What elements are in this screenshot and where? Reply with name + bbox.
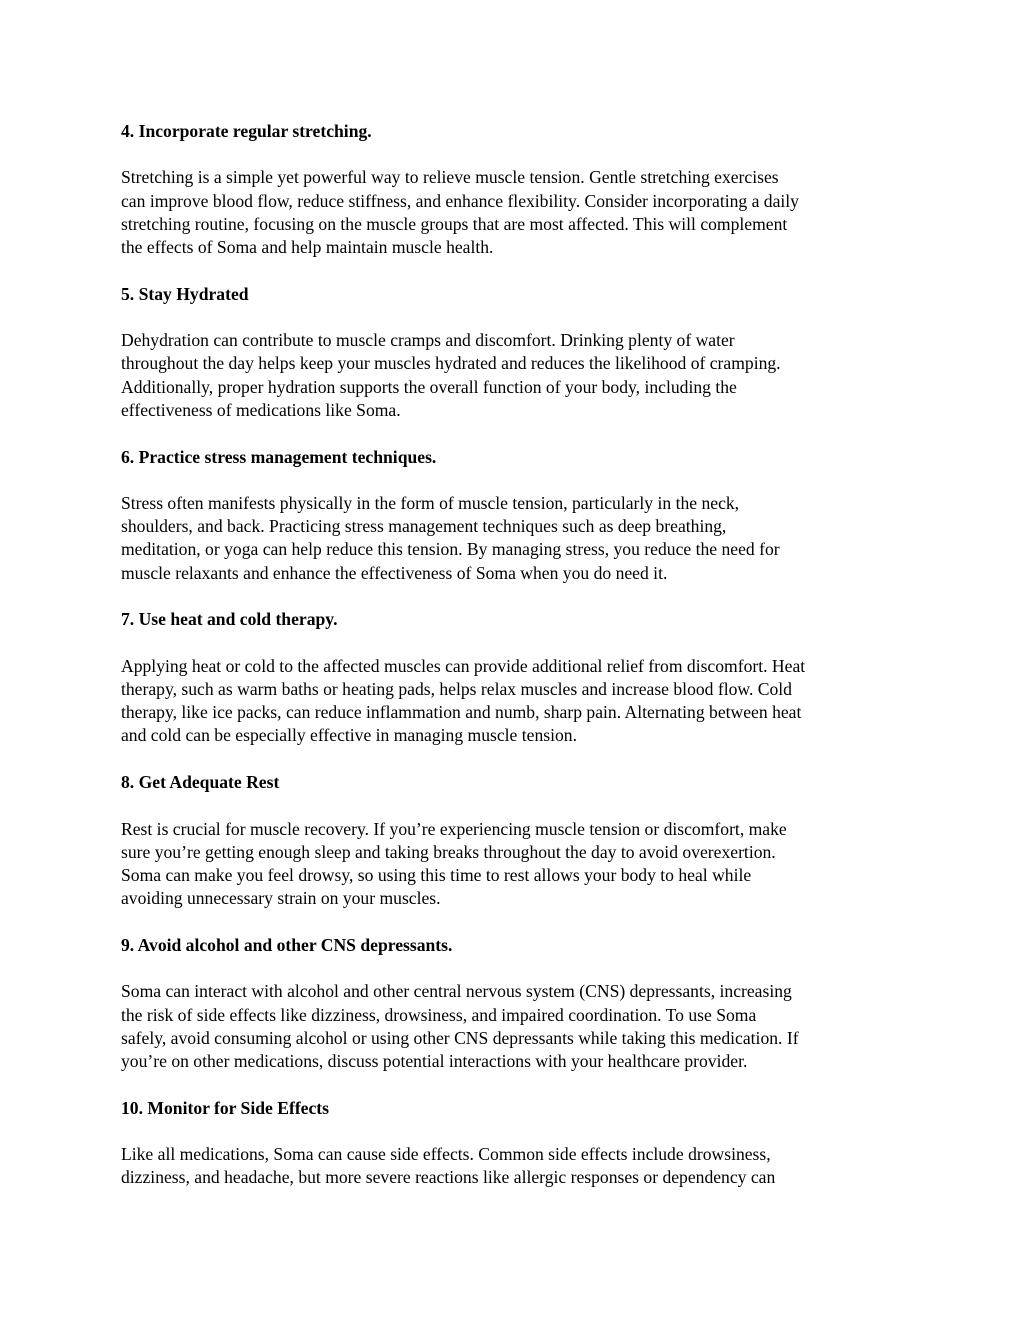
section-heading: 9. Avoid alcohol and other CNS depressants.	[121, 934, 453, 955]
paragraph-line: shoulders, and back. Practicing stress management techniques such as deep breathing,	[121, 516, 727, 537]
paragraph-line: and cold can be especially effective in managing muscle tension.	[121, 725, 577, 746]
section-heading: 4. Incorporate regular stretching.	[121, 121, 372, 141]
section-heading: 10. Monitor for Side Effects	[121, 1097, 329, 1118]
paragraph-line: safely, avoid consuming alcohol or using other CNS depressants while taking this medication. If	[121, 1027, 799, 1048]
paragraph-line: Soma can make you feel drowsy, so using this time to rest allows your body to heal while	[121, 864, 752, 885]
paragraph-line: Dehydration can contribute to muscle cramps and discomfort. Drinking plenty of water	[121, 330, 735, 351]
section-rest	[121, 771, 911, 934]
section-paragraph	[121, 166, 911, 259]
paragraph-line: Applying heat or cold to the affected muscles can provide additional relief from discomfort. Heat	[121, 655, 806, 676]
paragraph-line: throughout the day helps keep your muscles hydrated and reduces the likelihood of cramping.	[121, 353, 781, 374]
paragraph-line: Additionally, proper hydration supports the overall function of your body, including the	[121, 376, 737, 397]
paragraph-line: Stress often manifests physically in the form of muscle tension, particularly in the neck,	[121, 492, 740, 513]
section-heading: 7. Use heat and cold therapy.	[121, 609, 338, 630]
section-paragraph	[121, 655, 911, 748]
section-paragraph	[121, 1143, 911, 1189]
paragraph-line: meditation, or yoga can help reduce this tension. By managing stress, you reduce the need for	[121, 539, 780, 560]
section-paragraph	[121, 980, 911, 1073]
document-page	[121, 120, 911, 1190]
paragraph-line: therapy, like ice packs, can reduce inflammation and numb, sharp pain. Alternating between heat	[121, 702, 802, 723]
paragraph-line: Like all medications, Soma can cause side effects. Common side effects include drowsiness,	[121, 1144, 771, 1165]
paragraph-line: muscle relaxants and enhance the effectiveness of Soma when you do need it.	[121, 562, 668, 583]
paragraph-line: dizziness, and headache, but more severe reactions like allergic responses or dependency can	[121, 1167, 776, 1188]
section-alcohol	[121, 934, 911, 1097]
paragraph-line: the effects of Soma and help maintain muscle health.	[121, 237, 494, 257]
paragraph-line: you’re on other medications, discuss potential interactions with your healthcare provider.	[121, 1050, 748, 1071]
section-paragraph	[121, 492, 911, 585]
section-hydrated	[121, 283, 911, 446]
paragraph-line: stretching routine, focusing on the muscle groups that are most affected. This will complement	[121, 213, 788, 234]
section-side-effects	[121, 1097, 911, 1190]
paragraph-line: can improve blood flow, reduce stiffness, and enhance flexibility. Consider incorporating a daily	[121, 190, 799, 211]
section-paragraph	[121, 818, 911, 911]
section-heading: 8. Get Adequate Rest	[121, 772, 280, 793]
section-heading: 5. Stay Hydrated	[121, 283, 249, 304]
section-stress	[121, 446, 911, 609]
paragraph-line: Soma can interact with alcohol and other central nervous system (CNS) depressants, increasing	[121, 981, 792, 1002]
paragraph-line: therapy, such as warm baths or heating pads, helps relax muscles and increase blood flow. Cold	[121, 678, 792, 699]
paragraph-line: effectiveness of medications like Soma.	[121, 399, 401, 420]
paragraph-line: Rest is crucial for muscle recovery. If you’re experiencing muscle tension or discomfort, make	[121, 818, 787, 839]
section-heading: 6. Practice stress management techniques.	[121, 446, 437, 467]
section-paragraph	[121, 329, 911, 422]
paragraph-line: Stretching is a simple yet powerful way to relieve muscle tension. Gentle stretching exercises	[121, 167, 779, 188]
paragraph-line: avoiding unnecessary strain on your muscles.	[121, 888, 441, 909]
paragraph-line: sure you’re getting enough sleep and taking breaks throughout the day to avoid overexertion.	[121, 841, 776, 862]
paragraph-line: the risk of side effects like dizziness, drowsiness, and impaired coordination. To use Soma	[121, 1004, 757, 1025]
section-heat-cold	[121, 608, 911, 771]
section-stretching	[121, 120, 911, 283]
